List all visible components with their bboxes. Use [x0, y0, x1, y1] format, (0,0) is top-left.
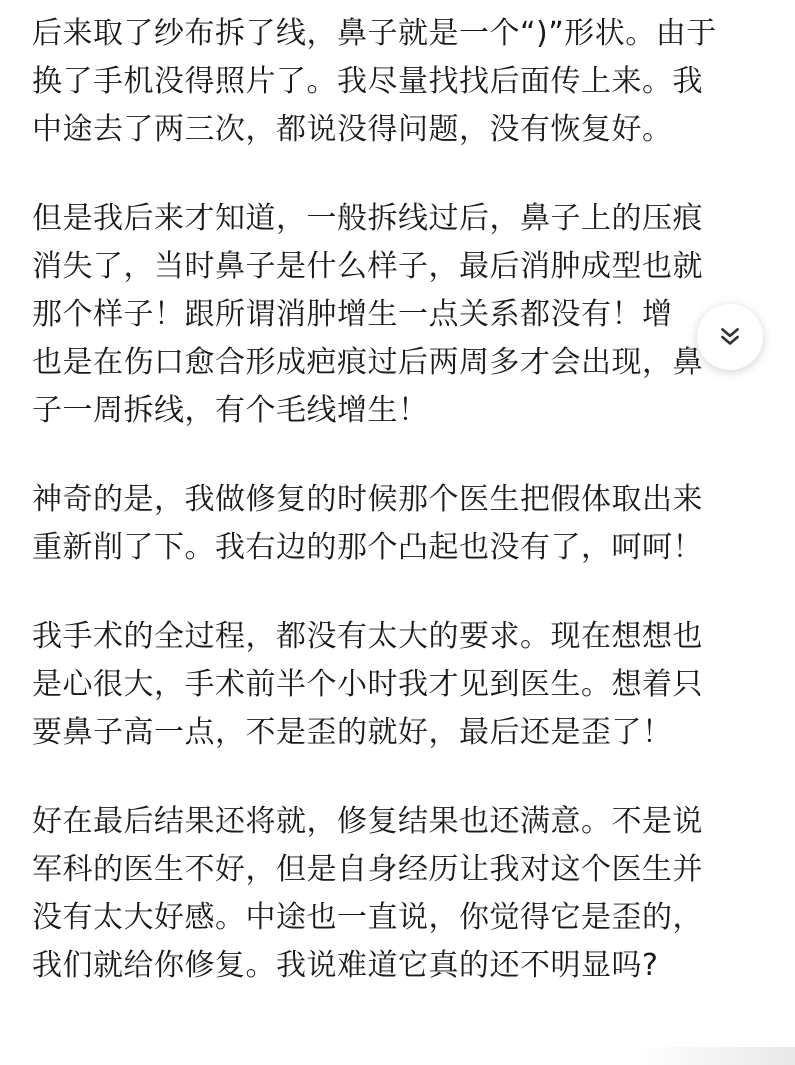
text-line: 没有太大好感。中途也一直说，你觉得它是歪的，	[32, 900, 703, 935]
text-line: 重新削了下。我右边的那个凸起也没有了，呵呵！	[32, 530, 703, 565]
text-line: 神奇的是，我做修复的时候那个医生把假体取出来	[32, 482, 703, 517]
text-line: 换了手机没得照片了。我尽量找找后面传上来。我	[32, 64, 703, 99]
text-line: 我们就给你修复。我说难道它真的还不明显吗?	[32, 948, 659, 983]
text-line: 子一周拆线，有个毛线增生！	[32, 393, 429, 428]
scroll-down-button[interactable]	[697, 304, 763, 370]
article-body	[32, 10, 772, 1031]
text-line: 中途去了两三次，都说没得问题，没有恢复好。	[32, 112, 673, 147]
paragraph-3	[32, 476, 772, 572]
text-line: 好在最后结果还将就，修复结果也还满意。不是说	[32, 804, 703, 839]
text-line: 那个样子！跟所谓消肿增生一点关系都没有！增	[32, 297, 673, 332]
text-line: 军科的医生不好，但是自身经历让我对这个医生并	[32, 852, 703, 887]
text-line: 后来取了纱布拆了线，鼻子就是一个“)”形状。由于	[32, 16, 717, 51]
text-line: 但是我后来才知道，一般拆线过后，鼻子上的压痕	[32, 201, 703, 236]
paragraph-2	[32, 195, 772, 435]
double-chevron-down-icon	[717, 324, 743, 350]
text-line: 要鼻子高一点，不是歪的就好，最后还是歪了！	[32, 715, 673, 750]
text-line: 消失了，当时鼻子是什么样子，最后消肿成型也就	[32, 249, 703, 284]
paragraph-1	[32, 10, 772, 154]
bottom-edge-shadow	[635, 1047, 795, 1065]
text-line: 也是在伤口愈合形成疤痕过后两周多才会出现，鼻	[32, 345, 703, 380]
text-line: 我手术的全过程，都没有太大的要求。现在想想也	[32, 619, 703, 654]
paragraph-5	[32, 798, 772, 990]
text-line: 是心很大，手术前半个小时我才见到医生。想着只	[32, 667, 703, 702]
paragraph-4	[32, 613, 772, 757]
